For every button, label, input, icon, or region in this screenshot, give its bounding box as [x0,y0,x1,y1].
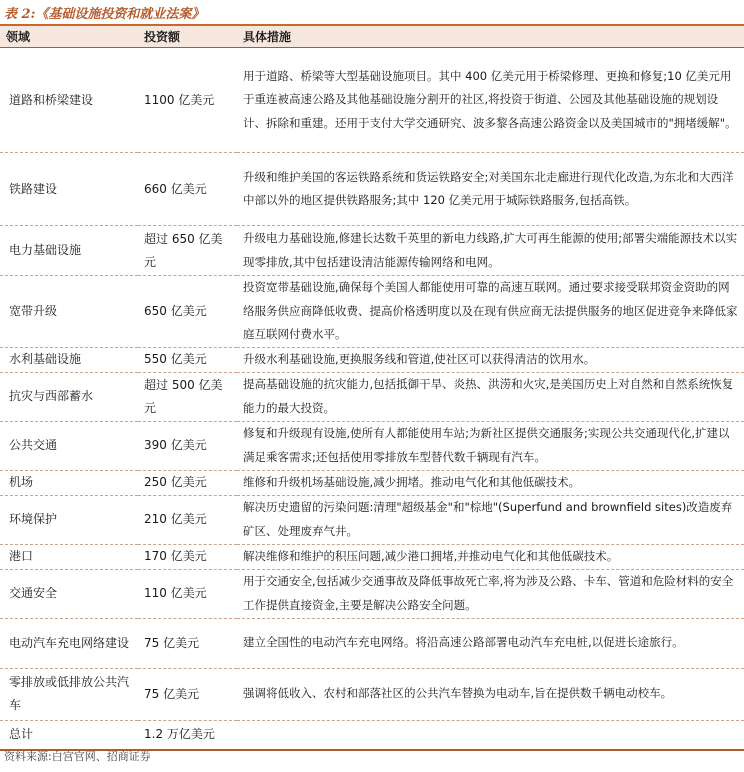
table-row [0,372,744,421]
header-measures: 具体措施 [237,26,744,48]
table-title: 表 2:《基础设施投资和就业法案》 [4,7,205,22]
cell-field: 环境保护 [0,495,138,544]
cell-measures: 维修和升级机场基础设施,减少拥堵。推动电气化和其他低碳技术。 [237,470,744,495]
table-row [0,153,744,226]
cell-field: 宽带升级 [0,276,138,348]
table-row [0,569,744,618]
table-header-row [0,26,744,48]
cell-measures: 投资宽带基础设施,确保每个美国人都能使用可靠的高速互联网。通过要求接受联邦资金资助的网络服务供应商降低收费、提高价格透明度以及在现有供应商无法提供服务的地区促进竞争来降低家庭互联网付费水平。 [237,276,744,348]
cell-field: 港口 [0,544,138,569]
source-note: 资料来源:白宫官网、招商证券 [4,750,151,763]
header-field: 领域 [0,26,138,48]
table-row [0,421,744,470]
cell-amount: 390 亿美元 [138,421,237,470]
cell-amount: 110 亿美元 [138,569,237,618]
cell-amount: 1.2 万亿美元 [138,720,237,750]
cell-measures: 升级电力基础设施,修建长达数千英里的新电力线路,扩大可再生能源的使用;部署尖端能源技术以实现零排放,其中包括建设清洁能源传输网络和电网。 [237,226,744,276]
cell-amount: 超过 500 亿美元 [138,372,237,421]
cell-field: 抗灾与西部蓄水 [0,372,138,421]
cell-measures: 用于交通安全,包括减少交通事故及降低事故死亡率,将为涉及公路、卡车、管道和危险材料的安全工作提供直接资金,主要是解决公路安全问题。 [237,569,744,618]
cell-measures: 提高基础设施的抗灾能力,包括抵御干旱、炎热、洪涝和火灾,是美国历史上对自然和自然系统恢复能力的最大投资。 [237,372,744,421]
table-row [0,226,744,276]
table-row [0,48,744,153]
investment-table [0,26,744,751]
cell-amount: 210 亿美元 [138,495,237,544]
table-row [0,276,744,348]
table-row [0,668,744,720]
cell-amount: 170 亿美元 [138,544,237,569]
table-row [0,544,744,569]
cell-field: 零排放或低排放公共汽车 [0,668,138,720]
cell-amount: 75 亿美元 [138,668,237,720]
cell-measures: 建立全国性的电动汽车充电网络。将沿高速公路部署电动汽车充电桩,以促进长途旅行。 [237,618,744,668]
cell-field: 公共交通 [0,421,138,470]
cell-field: 铁路建设 [0,153,138,226]
cell-measures: 解决维修和维护的积压问题,减少港口拥堵,并推动电气化和其他低碳技术。 [237,544,744,569]
table-row [0,495,744,544]
cell-measures: 用于道路、桥梁等大型基础设施项目。其中 400 亿美元用于桥梁修理、更换和修复;10 亿美元用于重连被高速公路及其他基础设施分割开的社区,将投资于街道、公园及其他基础设施的规划设计、拆除和重建。还用于支付大学交通研究、波多黎各高速公路资金以及美国城市的"拥堵缓解"。 [237,48,744,153]
cell-field: 交通安全 [0,569,138,618]
table-row [0,470,744,495]
cell-amount: 250 亿美元 [138,470,237,495]
cell-measures [237,720,744,750]
table-total-row [0,720,744,750]
cell-amount: 660 亿美元 [138,153,237,226]
cell-field: 电力基础设施 [0,226,138,276]
cell-measures: 升级水利基础设施,更换服务线和管道,使社区可以获得清洁的饮用水。 [237,347,744,372]
cell-measures: 解决历史遗留的污染问题:清理"超级基金"和"棕地"(Superfund and brownfield sites)改造废弃矿区、处理废弃气井。 [237,495,744,544]
cell-field: 总计 [0,720,138,750]
cell-measures: 升级和维护美国的客运铁路系统和货运铁路安全;对美国东北走廊进行现代化改造,为东北和大西洋中部以外的地区提供铁路服务;其中 120 亿美元用于城际铁路服务,包括高铁。 [237,153,744,226]
cell-field: 机场 [0,470,138,495]
cell-measures: 强调将低收入、农村和部落社区的公共汽车替换为电动车,旨在提供数千辆电动校车。 [237,668,744,720]
header-amount: 投资额 [138,26,237,48]
cell-amount: 超过 650 亿美元 [138,226,237,276]
table-row [0,347,744,372]
table-row [0,618,744,668]
cell-amount: 1100 亿美元 [138,48,237,153]
cell-measures: 修复和升级现有设施,使所有人都能使用车站;为新社区提供交通服务;实现公共交通现代化,扩建以满足乘客需求;还包括使用零排放车型替代数千辆现有汽车。 [237,421,744,470]
cell-field: 水利基础设施 [0,347,138,372]
cell-amount: 550 亿美元 [138,347,237,372]
cell-amount: 650 亿美元 [138,276,237,348]
cell-field: 电动汽车充电网络建设 [0,618,138,668]
cell-amount: 75 亿美元 [138,618,237,668]
cell-field: 道路和桥梁建设 [0,48,138,153]
